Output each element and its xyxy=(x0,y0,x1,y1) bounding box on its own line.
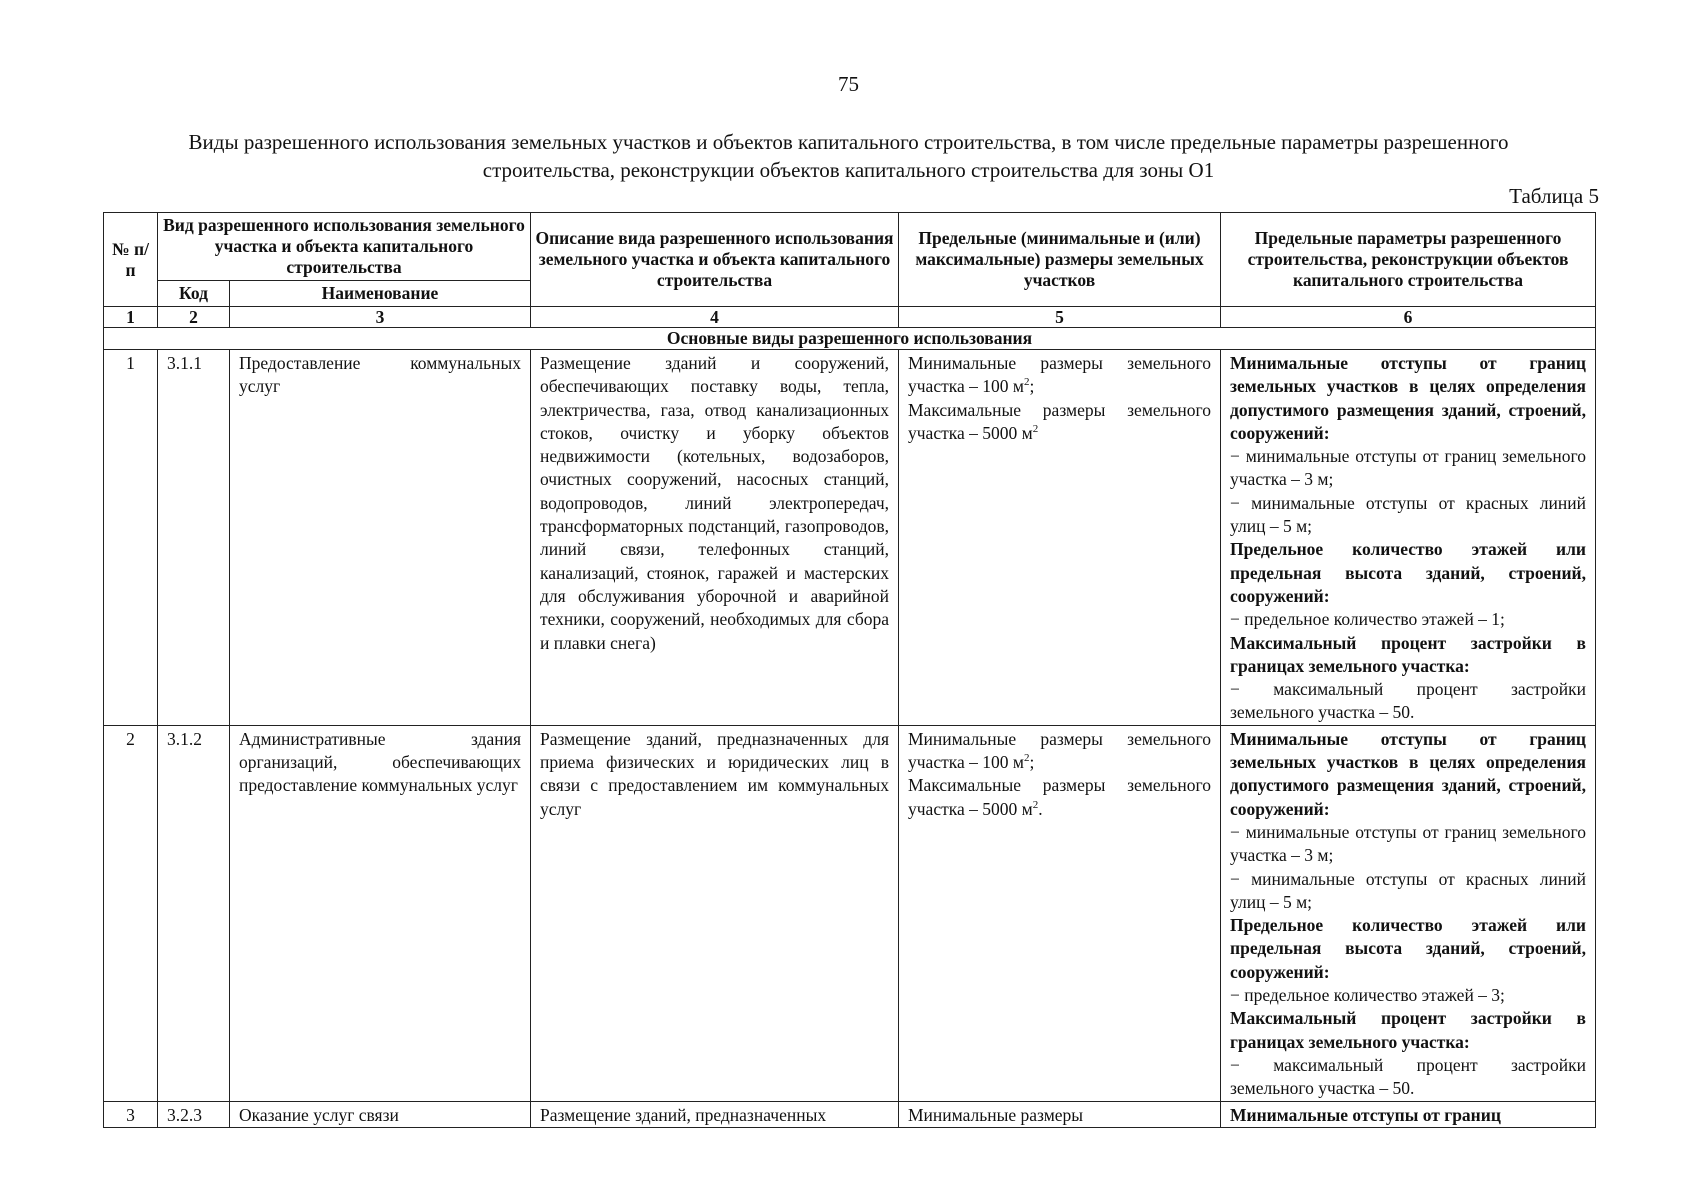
row-sizes: Минимальные размеры xyxy=(899,1101,1221,1127)
param-heading: Максимальный процент застройки в границах земельного участка: xyxy=(1230,1008,1586,1052)
param-heading: Минимальные отступы от границ земельных участков в целях определения допустимого размещения зданий, строений, сооружений: xyxy=(1230,728,1586,819)
column-number: 4 xyxy=(531,307,899,328)
header-num: № п/п xyxy=(104,213,158,307)
section-row xyxy=(104,328,1596,350)
size-max: Максимальные размеры земельного участка – 5000 $м^2$ xyxy=(908,399,1211,443)
row-description: Размещение зданий, предназначенных для приема физических и юридических лиц в связи с предоставлением им коммунальных услуг xyxy=(531,725,899,1101)
param-heading: Предельное количество этажей или предельная высота зданий, строений, сооружений: xyxy=(1230,539,1586,606)
param-item: − минимальные отступы от границ земельного участка – 3 м; xyxy=(1230,821,1586,866)
row-name: Административные здания организаций, обеспечивающих предоставление коммунальных услуг xyxy=(230,725,531,1101)
row-sizes xyxy=(899,350,1221,726)
row-name: Предоставление коммунальных услуг xyxy=(230,350,531,726)
column-number: 3 xyxy=(230,307,531,328)
row-parameters xyxy=(1221,350,1596,726)
column-number: 1 xyxy=(104,307,158,328)
regulations-table xyxy=(103,212,1596,1128)
row-code: 3.1.2 xyxy=(158,725,230,1101)
table-row xyxy=(104,1101,1596,1127)
param-heading: Минимальные отступы от границ земельных участков в целях определения допустимого размещения зданий, строений, сооружений: xyxy=(1230,353,1586,443)
column-number-row xyxy=(104,307,1596,328)
param-item: − предельное количество этажей – 3; xyxy=(1230,985,1505,1006)
header-sizes: Предельные (минимальные и (или) максимальные) размеры земельных участков xyxy=(899,213,1221,307)
param-item: − минимальные отступы от границ земельного участка – 3 м; xyxy=(1230,446,1586,490)
row-name: Оказание услуг связи xyxy=(230,1101,531,1127)
column-number: 2 xyxy=(158,307,230,328)
row-code: 3.1.1 xyxy=(158,350,230,726)
header-description: Описание вида разрешенного использования земельного участка и объекта капитального строительства xyxy=(531,213,899,307)
param-item: − предельное количество этажей – 1; xyxy=(1230,609,1505,630)
page-number: 75 xyxy=(838,72,859,96)
header-code: Код xyxy=(158,281,230,307)
table-row xyxy=(104,725,1596,1101)
column-number: 5 xyxy=(899,307,1221,328)
row-parameters xyxy=(1221,725,1596,1101)
param-item: − минимальные отступы от красных линий улиц – 5 м; xyxy=(1230,868,1586,912)
param-item: − минимальные отступы от красных линий улиц – 5 м; xyxy=(1230,492,1586,537)
document-title: Виды разрешенного использования земельных участков и объектов капитального строительства, в том числе предельные параметры разрешенного строительства, реконструкции объектов капитального строительства для зоны О1 xyxy=(188,130,1509,182)
param-heading: Максимальный процент застройки в границах земельного участка: xyxy=(1230,632,1586,676)
param-item: − максимальный процент застройки земельного участка – 50. xyxy=(1230,1054,1586,1099)
size-max: Максимальные размеры земельного участка – 5000 $м^2$. xyxy=(908,775,1211,819)
param-heading: Предельное количество этажей или предельная высота зданий, строений, сооружений: xyxy=(1230,915,1586,982)
header-parameters: Предельные параметры разрешенного строительства, реконструкции объектов капитального строительства xyxy=(1221,213,1596,307)
column-number: 6 xyxy=(1221,307,1596,328)
row-description: Размещение зданий и сооружений, обеспечивающих поставку воды, тепла, электричества, газа, отвод канализационных стоков, очистку и уборку объектов недвижимости (котельных, водозаборов, очистных сооружений, насосных станций, водопроводов, линий электропередач, трансформаторных подстанций, газопроводов, линий связи, телефонных станций, канализаций, стоянок, гаражей и мастерских для обслуживания уборочной и аварийной техники, сооружений, необходимых для сбора и плавки снега) xyxy=(531,350,899,726)
size-min: Минимальные размеры земельного участка – 100 $м^2$; xyxy=(908,353,1211,397)
row-sizes xyxy=(899,725,1221,1101)
table-row xyxy=(104,350,1596,726)
row-parameters: Минимальные отступы от границ xyxy=(1221,1101,1596,1127)
header-vid-group: Вид разрешенного использования земельного участка и объекта капитального строительства xyxy=(158,213,531,281)
table-label: Таблица 5 xyxy=(1509,184,1599,208)
header-name: Наименование xyxy=(230,281,531,307)
row-number: 3 xyxy=(104,1101,158,1127)
section-title: Основные виды разрешенного использования xyxy=(104,328,1596,350)
size-min: Минимальные размеры земельного участка – 100 $м^2$; xyxy=(908,728,1211,773)
row-code: 3.2.3 xyxy=(158,1101,230,1127)
row-number: 2 xyxy=(104,725,158,1101)
row-number: 1 xyxy=(104,350,158,726)
header-row xyxy=(104,213,1596,281)
row-description: Размещение зданий, предназначенных xyxy=(531,1101,899,1127)
param-item: − максимальный процент застройки земельного участка – 50. xyxy=(1230,679,1586,723)
